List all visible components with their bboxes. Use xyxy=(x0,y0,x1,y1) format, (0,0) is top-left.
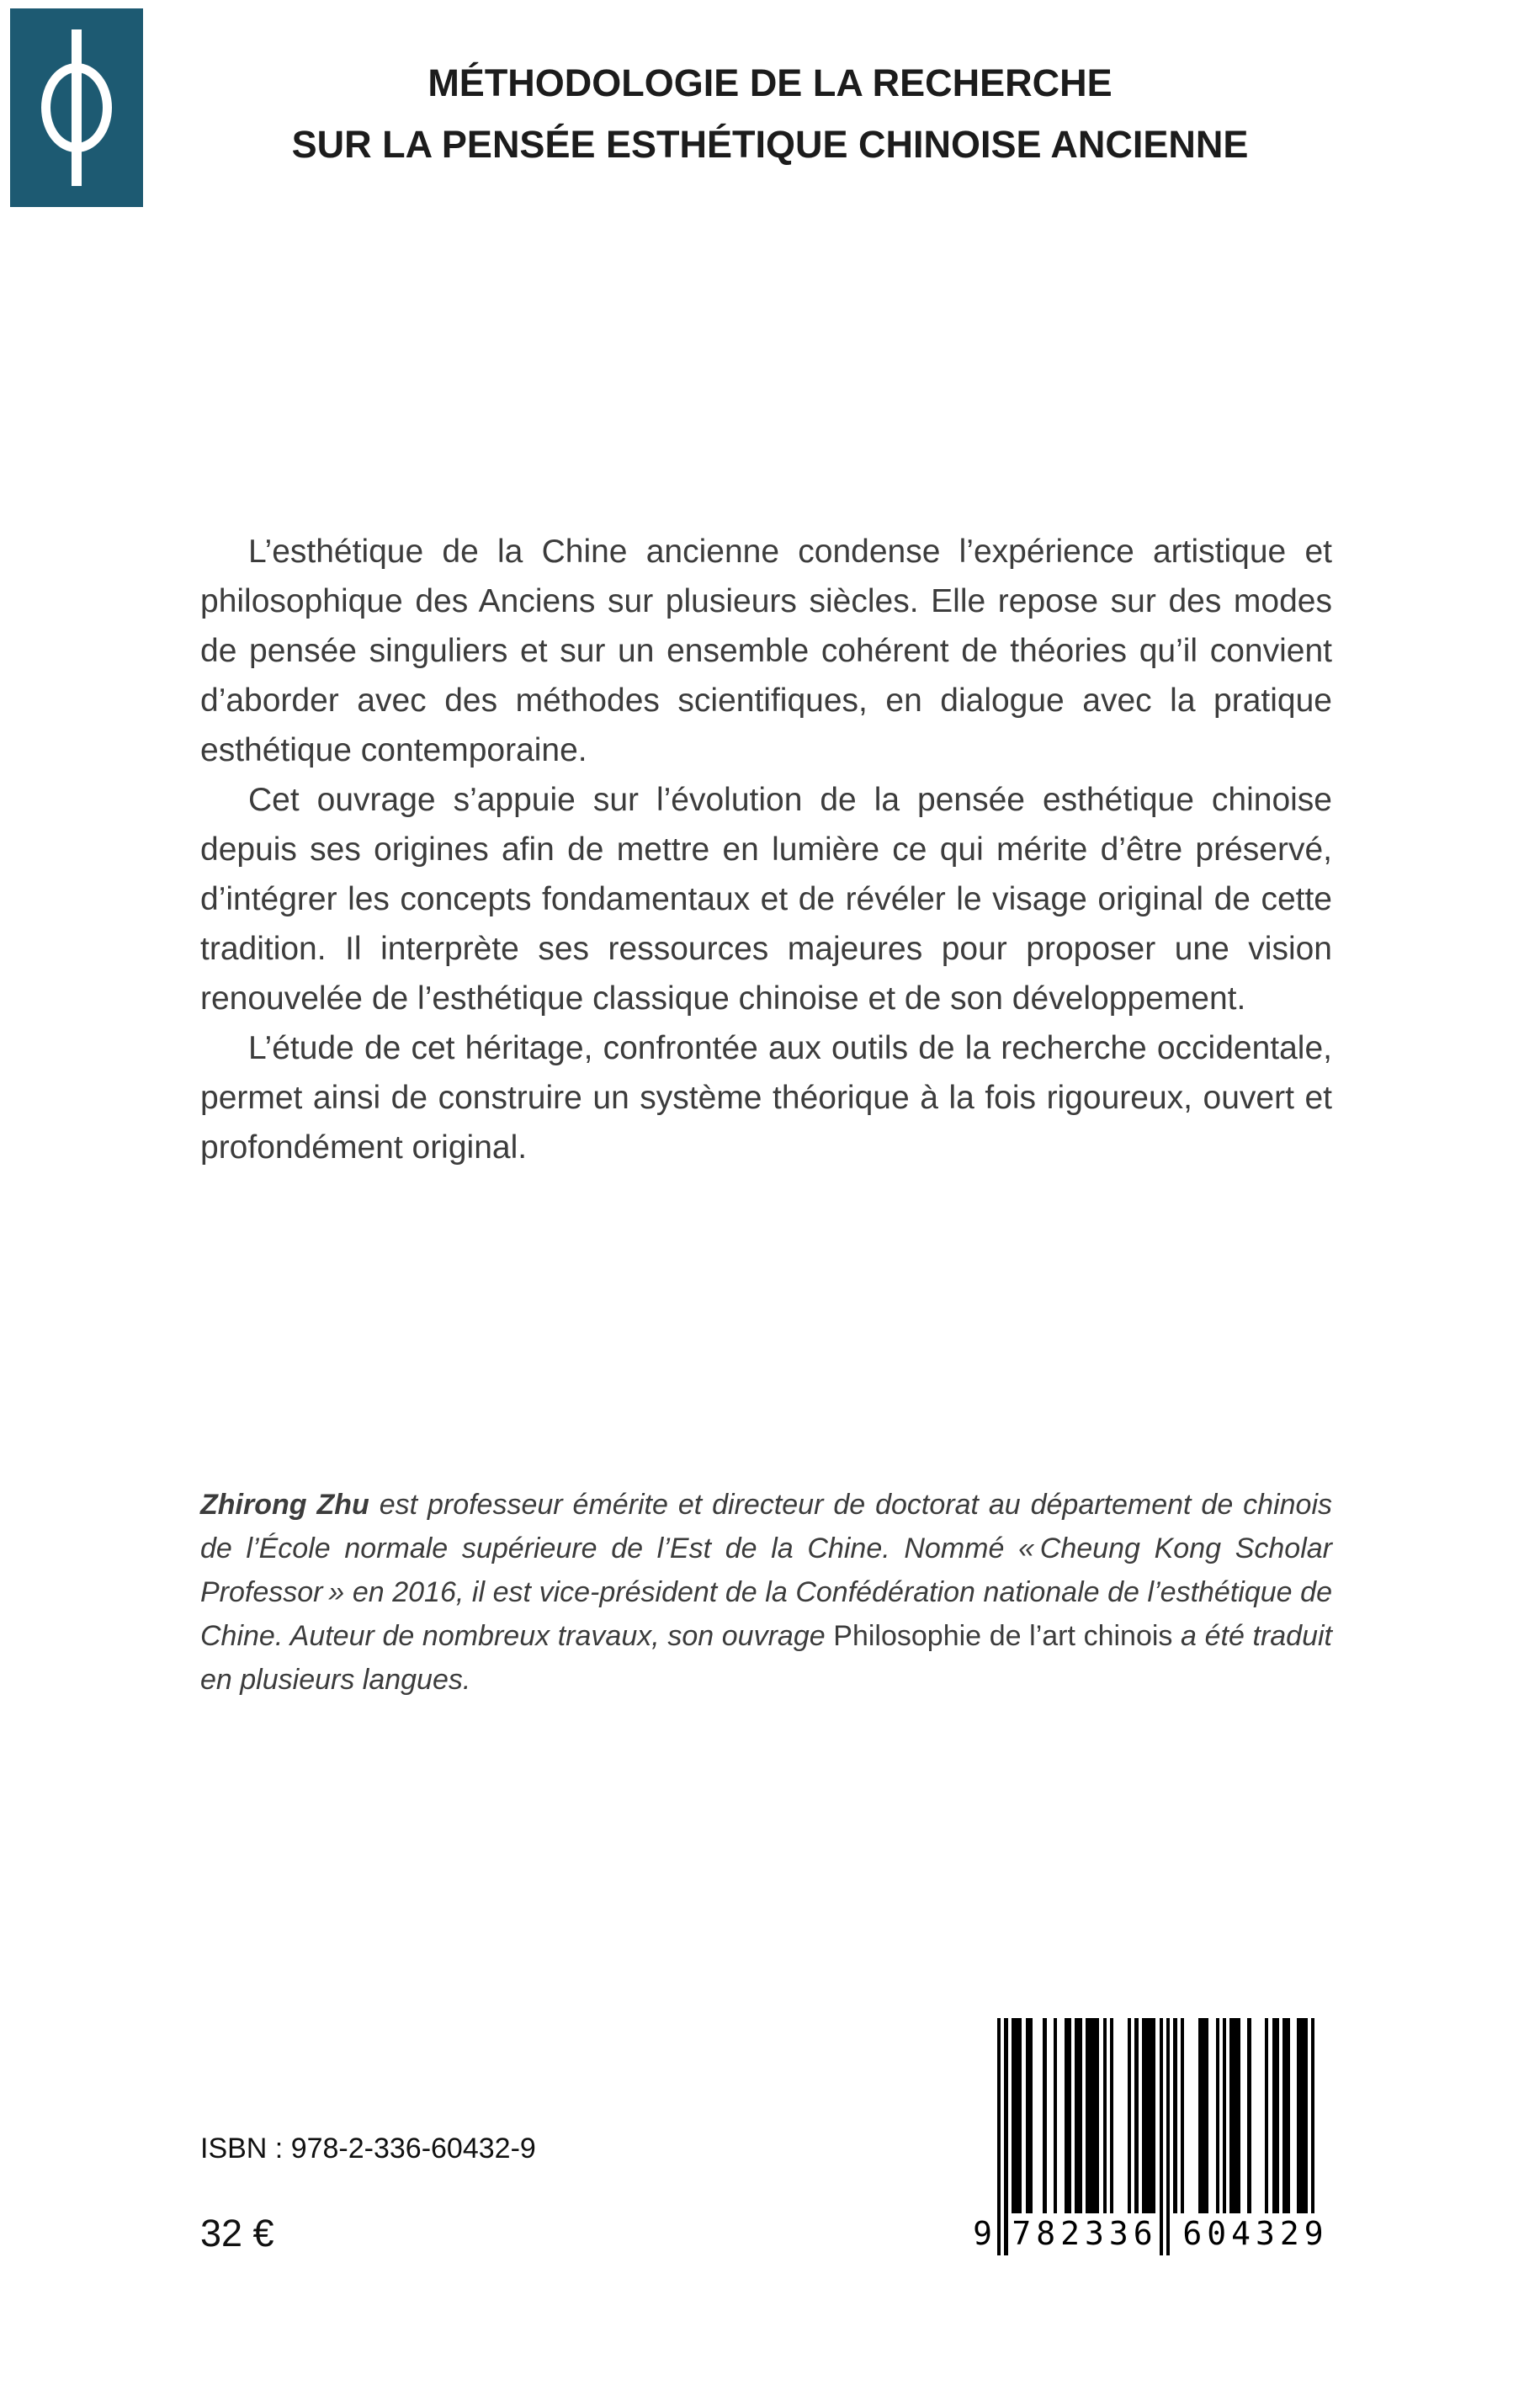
book-title-line-2: SUR LA PENSÉE ESTHÉTIQUE CHINOISE ANCIENNE xyxy=(291,123,1249,166)
synopsis-paragraph-3: L’étude de cet héritage, confrontée aux outils de la recherche occidentale, permet ainsi de construire un système théorique à la fois rigoureux, ouvert et profondément original. xyxy=(200,1030,1332,1166)
synopsis-paragraph-2: Cet ouvrage s’appuie sur l’évolution de la pensée esthétique chinoise depuis ses origines afin de mettre en lumière ce qui mérite d’être préservé, d’intégrer les concepts fondamentaux et de révéler le visage original de cette tradition. Il interprète ses ressources majeures pour proposer une vision renouvelée de l’esthétique classique chinoise et de son développement. xyxy=(200,782,1332,1017)
cited-book-title: Philosophie de l’art chinois xyxy=(833,1620,1173,1652)
barcode-digit-lead: 9 xyxy=(973,2215,992,2252)
author-name: Zhirong Zhu xyxy=(200,1489,369,1521)
synopsis-paragraph-1: L’esthétique de la Chine ancienne condense l’expérience artistique et philosophique des Anciens sur plusieurs siècles. Elle repose sur des modes de pensée singuliers et sur un ensemble cohérent de théories qu’il convient d’aborder avec des méthodes scientifiques, en dialogue avec la pratique esthétique contemporaine. xyxy=(200,534,1332,768)
book-title-line-1: MÉTHODOLOGIE DE LA RECHERCHE xyxy=(427,61,1113,104)
barcode-digits-left: 782336 xyxy=(1012,2215,1158,2252)
synopsis xyxy=(200,527,1332,1172)
author-bio xyxy=(200,1483,1332,1702)
isbn-label: ISBN : 978-2-336-60432-9 xyxy=(200,2133,536,2165)
bio-text-2: a été traduit en plusieurs langues. xyxy=(200,1620,1332,1696)
price-label: 32 € xyxy=(200,2212,274,2255)
bio-text-1: est professeur émérite et directeur de doctorat au département de chinois de l’École normale supérieure de l’Est de la Chine. Nommé « Cheung Kong Scholar Professor » en 2016, il est vice-président de la Confédération nationale de l’esthétique de Chine. Auteur de nombreux travaux, son ouvrage xyxy=(200,1489,1333,1652)
barcode-digits-right: 604329 xyxy=(1182,2215,1329,2252)
barcode xyxy=(973,2018,1334,2262)
book-title xyxy=(0,52,1540,175)
